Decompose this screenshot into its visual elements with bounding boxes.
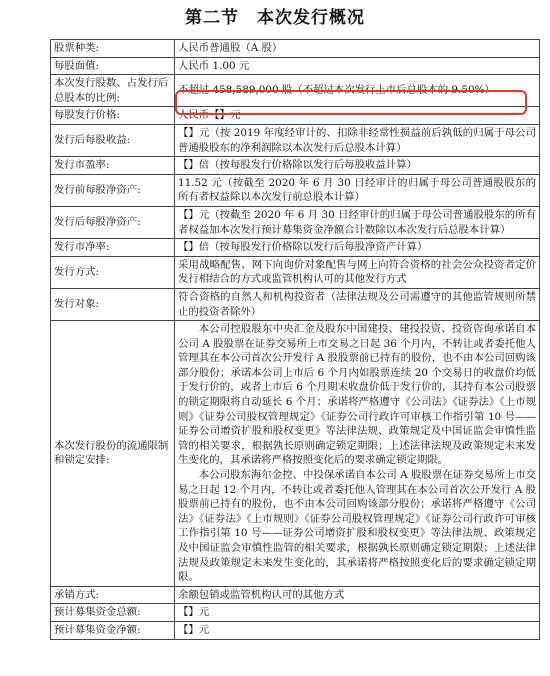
row-value: 11.52 元（按截至 2020 年 6 月 30 日经审计的归属于母公司普通股股东的所有者权益除以本次发行前总股本计算） <box>175 174 540 206</box>
table-row <box>51 586 540 604</box>
row-label: 发行后每股净资产: <box>51 206 175 238</box>
row-label: 本次发行股数、占发行后总股本的比例: <box>51 75 175 107</box>
lockup-arrangement <box>175 321 540 587</box>
row-label: 发行前每股净资产: <box>51 174 175 206</box>
row-label: 预计募集资金净额: <box>51 621 175 639</box>
table-row <box>51 321 540 587</box>
row-value: 符合资格的自然人和机构投资者（法律法规及公司需遵守的其他监管规则所禁止的投资者除外） <box>175 288 540 320</box>
lockup-paragraph-1: 本公司控股股东中央汇金及股东中国建投、建投投资、投资咨询承诺自本公司 A 股股票在证券交易所上市交易之日起 36 个月内，不转让或者委托他人管理其在本公司首次公开发行 A 股股票前已持有的股份，也不由本公司回购该部分股份；承诺本公司上市后 6 个月内如股票连续 20 个交易日的收盘价均低于发行价的，或者上市后 6 个月期末收盘价低于发行价的，其持有本公司股票的锁定期限将自动延长 6 个月；承诺将严格遵守《公司法》《证券法》《上市规则》《证券公司股权管理规定》《证券公司行政许可审核工作指引第 10 号——证券公司增资扩股和股权变更》等法律法规、政策规定及中国证监会审慎性监管的相关要求，根据孰长原则确定锁定期限；上述法律法规及政策规定未来发生变化的，其承诺将严格按照变化后的要求确定锁定期限。 <box>178 323 536 467</box>
table-row <box>51 40 540 58</box>
row-value: 【】倍（按每股发行价格除以发行后每股收益计算） <box>175 157 540 175</box>
table-row <box>51 124 540 156</box>
row-value: 人民币【】元 <box>175 107 540 125</box>
row-label: 发行后每股收益: <box>51 124 175 156</box>
row-value: 【】元（按 2019 年度经审计的、扣除非经常性损益前后孰低的归属于母公司普通股股东的净利润除以本次发行后总股本计算） <box>175 124 540 156</box>
row-label: 发行市净率: <box>51 239 175 257</box>
row-label: 股票种类: <box>51 40 175 58</box>
row-value: 【】倍（按每股发行价格除以发行后每股净资产计算） <box>175 239 540 257</box>
row-label: 本次发行股份的流通限制和锁定安排: <box>51 321 175 587</box>
row-value: 【】元 <box>175 604 540 622</box>
table-row <box>51 288 540 320</box>
row-label: 每股发行价格: <box>51 107 175 125</box>
table-row <box>51 157 540 175</box>
row-label: 发行对象: <box>51 288 175 320</box>
table-row <box>51 206 540 238</box>
row-label: 预计募集资金总额: <box>51 604 175 622</box>
row-value: 人民币 1.00 元 <box>175 57 540 75</box>
table-row <box>51 239 540 257</box>
offering-overview-table <box>50 39 540 640</box>
table-row <box>51 604 540 622</box>
row-label: 发行市盈率: <box>51 157 175 175</box>
table-row <box>51 256 540 288</box>
lockup-paragraph-2: 本公司股东海尔金控、中投保承诺自本公司 A 股股票在证券交易所上市交易之日起 12 个月内，不转让或者委托他人管理其在本公司首次公开发行 A 股股票前已持有的股份，也不由本公司回购该部分股份；承诺将严格遵守《公司法》《证券法》《上市规则》《证券公司股权管理规定》《证券公司行政许可审核工作指引第 10 号——证券公司增资扩股和股权变更》等法律法规、政策规定及中国证监会审慎性监管的相关要求，根据孰长原则确定锁定期限；上述法律法规及政策规定未来发生变化的，其承诺将严格按照变化后的要求确定锁定期限。 <box>178 469 536 584</box>
row-label: 每股面值: <box>51 57 175 75</box>
table-row <box>51 621 540 639</box>
highlight-box <box>175 90 527 115</box>
section-title: 第二节 本次发行概况 <box>185 8 365 28</box>
table-row <box>51 174 540 206</box>
table-row <box>51 57 540 75</box>
row-label: 承销方式: <box>51 586 175 604</box>
row-label: 发行方式: <box>51 256 175 288</box>
row-value: 【】元 <box>175 621 540 639</box>
row-value: 采用战略配售、网下向询价对象配售与网上向符合资格的社会公众投资者定价发行相结合的方式或监管机构认可的其他发行方式 <box>175 256 540 288</box>
row-value: 余额包销或监管机构认可的其他方式 <box>175 586 540 604</box>
row-value: 【】元（按截至 2020 年 6 月 30 日经审计的归属于母公司普通股股东的所有者权益加本次发行预计募集资金净额合计数除以本次发行后总股本计算） <box>175 206 540 238</box>
row-value-highlighted: 不超过 458,589,000 股（不超过本次发行上市后总股本的 9.50%） <box>175 75 540 107</box>
row-value: 人民币普通股（A 股） <box>175 40 540 58</box>
